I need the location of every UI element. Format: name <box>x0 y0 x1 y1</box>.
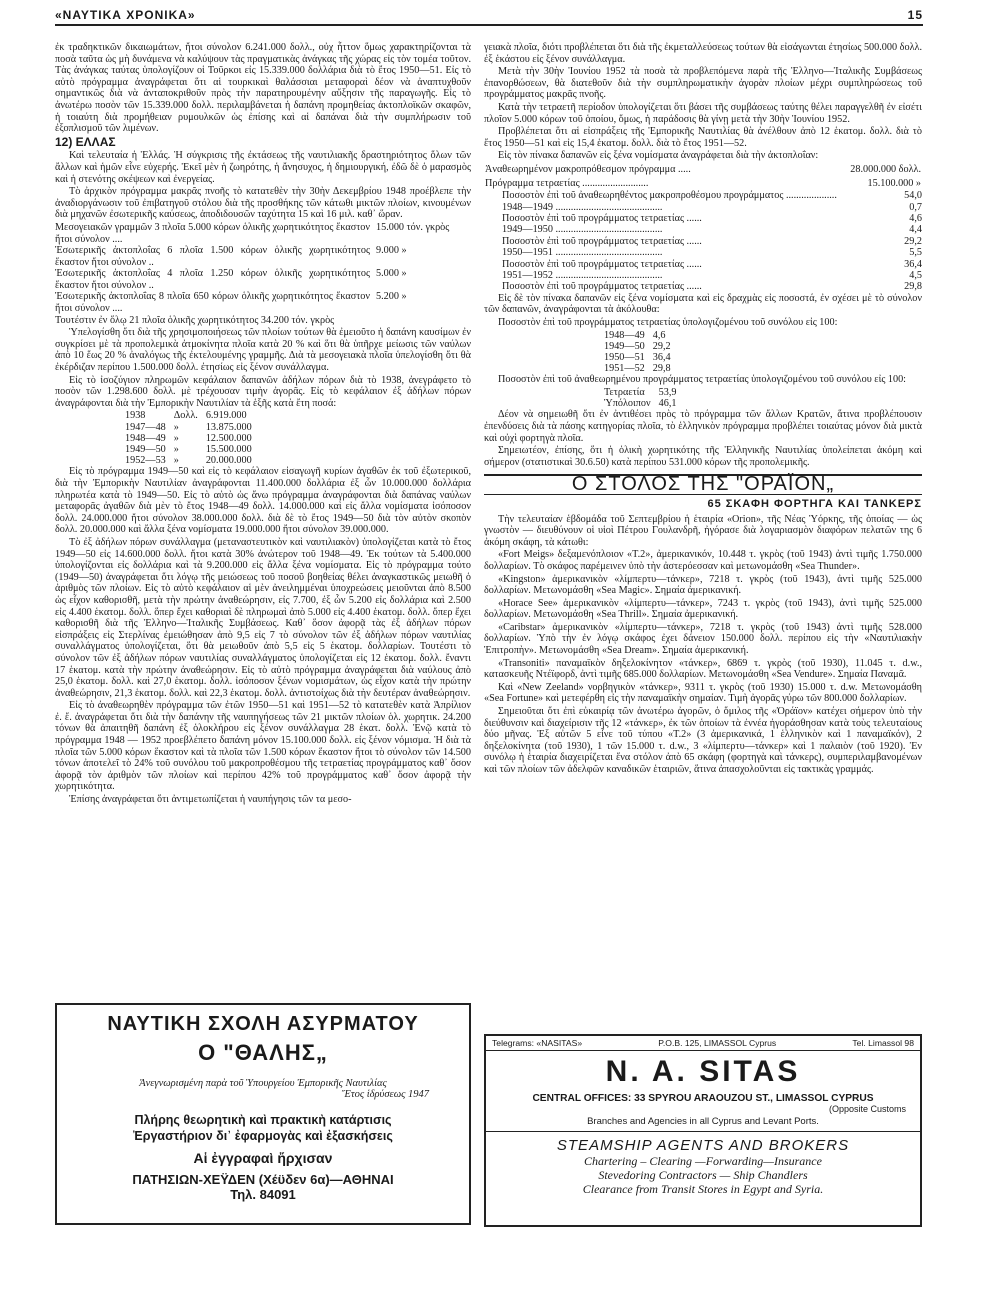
paragraph: «Caribstar» ἀμερικανικὸν «λίμπερτυ—τάνκερ», 7218 τ. γκρὸς (τοῦ 1943) ἀντὶ τιμῆς 528.000 δολλαρίων. Ὑπὸ τὴν ἐν λόγῳ σκάφος ἐχει δάνειον 150.000 δολλ. περίπου εἰς τὴν «Ναυτιλιακὴν Ἐπιτροπὴν». Μετωνομάσθη «Sea Dream». Σημαία ἀμερικανική. <box>484 621 922 657</box>
ad-tel: Tel. Limassol 98 <box>852 1038 914 1048</box>
paragraph: Τὴν τελευταίαν ἑβδομάδα τοῦ Σεπτεμβρίου ἡ ἑταιρία «Orion», τῆς Νέας Ὑόρκης, τῆς ὁποίας — ὡς γνωστὸν — διευθύνουν οἱ υἱοὶ Πέτρου Γουλανδρῆ, ἠγόρασε διὰ λογαριασμὸν διαφόρων πελατῶν της 6 ἀκόμη σκάφη, τὰ κάτωθι: <box>484 513 922 548</box>
unit-cell: » <box>173 444 179 456</box>
budget-label: Ἀναθεωρημένον μακροπρόθεσμον πρόγραμμα ..... <box>485 163 691 175</box>
ships-table <box>55 222 471 315</box>
ad-service-line: Stevedoring Contractors — Ship Chandlers <box>598 1168 808 1182</box>
table-row <box>604 341 679 352</box>
label-cell: Ὑπόλοιπον <box>604 398 651 410</box>
paragraph: Ὑπελογίσθη ὅτι διὰ τῆς χρησιμοποιήσεως τῶν πλοίων τούτων θὰ ἐμειοῦτο ἡ δαπάνη καυσίμων ἐν συγκρίσει μὲ τὰ προπολεμικὰ ἀτμοκίνητα πλοῖα κατὰ 20 % καὶ ὅτι θὰ ὑπῆρχε μείωσις τῶν ναύλων ἀπὸ 10 ἕως 20 % ἀναλόγως τῆς ἐκτελουμένης γραμμῆς. Διὰ τὰ μεσογειακὰ πλοῖα ὑπελογίσθη ὅτι θὰ ἐκέρδιζαν περίπου 1.500.000 δολλ. ἐτησίως εἰς ξένον συνάλλαγμα. <box>55 327 471 374</box>
ad-lab: Ἐργαστήριον δι᾽ ἐφαρμογὰς καὶ ἐξασκήσεις <box>133 1129 393 1143</box>
pct-value: 36,4 <box>904 258 922 270</box>
unit-cell: » <box>173 432 179 444</box>
year-cell: 1949—50 <box>604 340 645 352</box>
article-subtitle: 65 ΣΚΑΦΗ ΦΟΡΤΗΓΑ ΚΑΙ ΤΑΝΚΕΡΣ <box>707 497 922 510</box>
paragraph: Τὸ ἀρχικὸν πρόγραμμα μακρᾶς πνοῆς τὸ κατατεθὲν τὴν 30ὴν Δεκεμβρίου 1948 προέβλεπε τὴν ἀναδιοργάνωσιν τοῦ ἐπιβατηγοῦ στόλου διὰ τῆς προσθήκης τῶν κάτωθι μικτῶν πλοίων, κινουμένων διὰ μηχανῶν ἐσωτερικῆς καύσεως, ἀποδιδουσῶν ταχύτητα 15 καὶ 16 μιλ. καθ᾽ ὥραν. <box>55 186 471 221</box>
years-table <box>125 410 260 466</box>
value-cell: 29,8 <box>652 363 671 375</box>
pct-label: Ποσοστὸν ἐπὶ τοῦ προγράμματος τετραετίας ...... <box>502 235 702 247</box>
paragraph: «Horace See» ἀμερικανικὸν «λίμπερτυ—τάνκερ», 7243 τ. γκρὸς (τοῦ 1943), ἀντὶ τιμῆς 525.000 δολλαρίων. Μετωνομάσθη «Sea Thrill». Σημαία ἀμερικανική. <box>484 597 922 621</box>
pct-label: Ποσοστὸν ἐπὶ τοῦ προγράμματος τετραετίας ...... <box>502 281 702 293</box>
year-cell: 1952—53 <box>125 455 166 467</box>
value-cell: 6.919.000 <box>205 410 247 422</box>
unit-cell: Δολλ. <box>173 410 198 422</box>
ad-branches: Branches and Agencies in all Cyprus and Levant Ports. <box>486 1116 920 1132</box>
paragraph: ἐκ τραδηκτικῶν δικαιωμάτων, ἤτοι σύνολον 6.241.000 δολλ., οὐχ ἦττον ὅμως χαρακτηρίζονται τὰ ποσὰ ταῦτα ὡς μὴ δυνάμενα νὰ καλύψουν τὰς πραγματικὰς ἀνάγκας τῆς χώρας εἰς τὸν τομέα τοῦτον. Τὰς ἀνάγκας ταύτας ὑπολογίζουν οἱ Τοῦρκοι εἰς 15.339.000 δολλάρια διὰ τὸ ἔτος 1950—51. Εἰς τὸ αὐτὸ πρόγραμμα ἀναγράφεται ὅτι αἱ τουρκικαὶ θαλάσσιαι μεταφοραὶ δέον νὰ ἀναπτυχθοῦν σημαντικῶς διὰ νὰ ἀνταποκριθοῦν πρὸς τὴν παρατηρουμένην αὔξησιν τῆς παραγωγῆς. Εἰς τὸ ἀνωτέρω ποσὸν τῶν 15.339.000 δολλ. περιλαμβάνεται ἡ δαπάνη προμηθείας ἀκτοπλοϊκῶν σκαφῶν, ἡ τοιαύτη διὰ προμήθειαν ρυμουλκῶν ὡς ἐπίσης καὶ αἱ δαπάναι διὰ τὴν συμπλήρωσιν τοῦ ἐξοπλισμοῦ τῶν λιμένων. <box>55 42 471 135</box>
table-row <box>604 398 684 409</box>
pct-label: 1949—1950 .......................................... <box>502 224 663 236</box>
pct-label: 1951—1952 .......................................... <box>502 269 663 281</box>
paragraph: Δέον νὰ σημειωθῆ ὅτι ἐν ἀντιθέσει πρὸς τὸ πρόγραμμα τῶν ἄλλων Κρατῶν, ἅτινα προβλέπουσιν ἐπενδύσεις διὰ τὰ πάσης κατηγορίας πλοῖα, τὸ ἑλληνικὸν πρόγραμμα προβλέπει τοιαύτας μόνον διὰ μικτὰ καὶ οὐχὶ φορτηγὰ πλοῖα. <box>484 409 922 444</box>
paragraph: Σημειοῦται ὅτι ἐπὶ εὐκαιρίᾳ τῶν ἀνωτέρω ἀγορῶν, ὁ ὅμιλος τῆς «Ὀράϊον» κατέχει σήμερον ὑπὸ τὴν διεύθυνσιν καὶ διαχείρισιν τῆς 12 «τάνκερ», ἐκ τῶν ὁποίων τὰ ἐννέα ἠγοράσθησαν κατὰ τοὺς τελευταίους δύο μῆνας. Ἐξ αὐτῶν 5 εἶνε τοῦ τύπου «T.2» (3 ἀμερικανικά, 1 ἑλληνικὸν καὶ 1 παναμαϊκόν), 2 δηξελοκίνητα (τοῦ 1930), 1 τῶν 15.000 τ. d.w., 3 «λίμπερτυ—τάνκερ» καὶ 1 παλαιὸν (τοῦ 1920). Ἐν συνόλῳ ἡ ἑταιρία διαχειρίζεται ἕνα στόλον ἀπὸ 65 σκάφη (φορτηγὰ καὶ τάνκερς), συμπεριλαμβανομένων καὶ τῶν πλοίων τῶν ἀδελφῶν καναδικῶν ἑταιριῶν, ἅτινα ἀπασχολοῦνται εἰς τακτικὰς γραμμάς. <box>484 706 922 775</box>
page-number: 15 <box>902 8 923 22</box>
revision-table <box>604 387 684 409</box>
ad-contact-bar <box>486 1036 920 1051</box>
table-row <box>502 213 922 224</box>
paragraph: Καὶ τελευταία ἡ Ἑλλάς. Ἡ σύγκρισις τῆς ἐκτάσεως τῆς ναυτιλιακῆς δραστηριότητος ὅλων τῶν ἄλλων καὶ ἡμῶν εἶνε εὐχερής. Ἐκεῖ μὲν ἡ ζωηρότης, ἡ ἄνησυχος, ἡ δημιουργική, ἐδῶ δὲ ὁ μαρασμὸς καὶ ἡ στενότης σκέψεων καὶ ἐνεργείας. <box>55 150 471 185</box>
paragraph: «Kingston» ἀμερικανικὸν «λίμπερτυ—τάνκερ», 7218 τ. γκρὸς (τοῦ 1943), ἀντὶ τιμῆς 525.000 δολλαρίων. Μετωνομάσθη «Sea Magic». Σημαία ἀμερικανική. <box>484 573 922 597</box>
paragraph: «Fort Meigs» δεξαμενόπλοιον «T.2», ἀμερικανικόν, 10.448 τ. γκρὸς (τοῦ 1943) ἀντὶ τιμῆς 1.750.000 δολλαρίων. Τὸ σκάφος παρέμεινεν ὑπὸ τὴν ἀστερόεσσαν καὶ μετωνομάσθη «Sea Thunder». <box>484 549 922 572</box>
ad-offices: CENTRAL OFFICES: 33 SPYROU ARAOUZOU ST., LIMASSOL CYPRUS <box>532 1093 874 1104</box>
ship-value: 9.000 » <box>376 245 407 257</box>
paragraph: Κατὰ τὴν τετραετῆ περίοδον ὑπολογίζεται ὅτι βάσει τῆς συμβάσεως ταύτης θέλει παραγγελθῆ ἐν εἰσέτι πλοῖον 5.000 κόρων τοῦ ὁποίου, ὅμως, ἡ παράδοσις θὰ γίνῃ μετὰ τὴν 30ὴν Ἰουνίου 1952. <box>484 101 922 125</box>
table-row <box>502 259 922 270</box>
pct-value: 0,7 <box>909 201 922 213</box>
table-row <box>125 433 260 444</box>
year-cell: 1951—52 <box>604 363 645 375</box>
ad-school-name: ΝΑΥΤΙΚΗ ΣΧΟΛΗ ΑΣΥΡΜΑΤΟΥ <box>107 1013 419 1035</box>
table-row <box>125 444 260 455</box>
table-row <box>55 291 471 314</box>
budget-value: 28.000.000 δολλ. <box>850 163 921 175</box>
section-heading: 12) ΕΛΛΑΣ <box>55 134 116 149</box>
article-title: Ο ΣΤΟΛΟΣ ΤΗΣ "ΟΡΑΪΟΝ„ <box>484 474 922 495</box>
ad-enrollment: Αἱ ἐγγραφαὶ ἤρχισαν <box>193 1150 333 1166</box>
pct-value: 4,4 <box>909 224 922 236</box>
pct-label: Ποσοστὸν ἐπὶ τοῦ προγράμματος τετραετίας ...... <box>502 258 702 270</box>
ship-desc: Ἐσωτερικῆς ἀκτοπλοΐας 8 πλοῖα 650 κόρων ὁλικῆς χωρητικότητος ἕκαστον ἤτοι σύνολον .... <box>55 291 370 315</box>
unit-cell: » <box>173 455 179 467</box>
table-row <box>125 422 260 433</box>
school-advertisement <box>55 1003 471 1225</box>
year-cell: 1948—49 <box>125 432 166 444</box>
table-row <box>484 177 922 191</box>
pct-value: 54,0 <box>904 190 922 202</box>
year-cell: 1949—50 <box>125 444 166 456</box>
table-row <box>484 163 922 177</box>
table-row <box>604 387 684 398</box>
ad-phone: Τηλ. 84091 <box>230 1187 296 1202</box>
ad-address: ΠΑΤΗΣΙΩΝ-ΧΕΫΔΕΝ (Χέϋδεν 6α)—ΑΘΗΝΑΙ <box>132 1172 394 1187</box>
budget-table <box>484 163 922 190</box>
ship-value: 5.000 » <box>376 268 407 280</box>
paragraph: Ποσοστὸν ἐπὶ τοῦ ἀναθεωρημένου προγράμματος τετραετίας ὑπολογιζομένου τοῦ συνόλου εἰς 100: <box>498 374 907 386</box>
ad-recognition: Ἀνεγνωρισμένη παρὰ τοῦ Ὑπουργείου Ἐμπορικῆς Ναυτιλίας <box>139 1078 387 1089</box>
total-line: Τουτέστιν ἐν ὅλῳ 21 πλοῖα ὁλικῆς χωρητικότητος 34.200 τόν. γκρὸς <box>55 314 335 326</box>
page-header <box>55 8 923 26</box>
ad-school-title: Ο "ΘΑΛΗΣ„ <box>198 1040 328 1065</box>
paragraph: Εἰς τὸν πίνακα δαπανῶν εἰς ξένα νομίσματα ἀναγράφεται διὰ τὴν ἀκτοπλοΐαν: <box>498 150 819 162</box>
table-row <box>125 410 260 421</box>
pct-label: Ποσοστὸν ἐπὶ τοῦ προγράμματος τετραετίας ...... <box>502 212 702 224</box>
table-row <box>502 270 922 281</box>
ship-value: 15.000 τόν. γκρὸς <box>376 221 450 233</box>
ad-telegrams: Telegrams: «NASITAS» <box>492 1038 583 1048</box>
pct-value: 29,2 <box>904 235 922 247</box>
pct-label: 1948—1949 .......................................... <box>502 201 663 213</box>
ad-service-line: Clearance from Transit Stores in Egypt and Syria. <box>582 1182 824 1196</box>
ship-value: 5.200 » <box>376 291 407 303</box>
ad-company-name: N. A. SITAS <box>605 1055 801 1088</box>
year-cell: 1950—51 <box>604 351 645 363</box>
paragraph: Καὶ «New Zeeland» νορβηγικὸν «τάνκερ», 9311 τ. γκρὸς (τοῦ 1930) 15.000 τ. d.w. Μετωνομάσθη «Sea Fortune» καὶ μετεφέρθη εἰς τὴν παναμαϊκὴν σημαίαν. Τιμὴ ἀγορᾶς γύρω τῶν 800.000 δολλαρίων. <box>484 681 922 705</box>
value-cell: 15.500.000 <box>205 444 252 456</box>
label-cell: Τετραετία <box>604 386 645 398</box>
table-row <box>502 202 922 213</box>
ad-pob: P.O.B. 125, LIMASSOL Cyprus <box>658 1038 777 1048</box>
ad-agents: STEAMSHIP AGENTS AND BROKERS <box>556 1137 850 1154</box>
value-cell: 29,2 <box>652 340 671 352</box>
table-row <box>55 222 471 245</box>
table-row <box>55 245 471 268</box>
paragraph: «Transoniti» παναμαϊκὸν δηξελοκίνητον «τάνκερ», 6869 τ. γκρὸς (τοῦ 1930), 11.045 τ. d.w., κατασκευῆς Ντέϊφορδ, ἀντὶ τιμῆς 685.000 δολλαρίων. Μετωνομάσθη «Sea Vendure». Σημαία Παναμᾶ. <box>484 657 922 681</box>
pct-value: 4,5 <box>909 269 922 281</box>
value-cell: 36,4 <box>652 351 671 363</box>
paragraph: Ποσοστὸν ἐπὶ τοῦ προγράμματος τετραετίας ὑπολογιζομένου τοῦ συνόλου εἰς 100: <box>498 316 838 328</box>
table-row <box>502 247 922 258</box>
pct-value: 4,6 <box>909 212 922 224</box>
year-cell: 1938 <box>125 410 146 422</box>
percent-table <box>502 190 922 293</box>
value-cell: 46,1 <box>658 398 677 410</box>
table-row <box>604 330 679 341</box>
table-row <box>55 268 471 291</box>
ship-desc: Ἐσωτερικῆς ἀκτοπλοΐας 6 πλοῖα 1.500 κόρων ὁλικῆς χωρητικότητος ἕκαστον ἤτοι σύνολον .. <box>55 245 370 268</box>
budget-label: Πρόγραμμα τετραετίας .......................... <box>485 177 649 189</box>
year-cell: 1948—49 <box>604 329 645 341</box>
paragraph: Τὸ ἐξ ἀδήλων πόρων συνάλλαγμα (μεταναστευτικὸν καὶ ναυτιλιακὸν) ὑπολογίζεται κατὰ τὸ ἔτος 1949—50 εἰς 14.600.000 δολλ. ἤτοι κατὰ 30% ἀνώτερον τοῦ 1948—49. Ἐκ τούτων τὰ 5.400.000 ὑπολογίζονται εἰς δολλάρια καὶ τὰ 9.200.000 εἰς ἄλλα ξένα νομίσματα. Εἰς τὸ πρόγραμμα τούτο (1949—50) ἀναγράφεται ὅτι λόγῳ τῆς μειώσεως τοῦ ποσοῦ βοηθείας θέλει ἀναγκαστικῶς μειωθῆ ὁ ἀριθμὸς τῶν πλοίων. Εἰς τὸ αὐτὸ κεφάλαιον αἱ μὲν ἀνειλημμέναι ὑποχρεώσεις μειοῦνται ἀπὸ 8.500 ὡς εἶχον καθορισθῆ, μετὰ τὴν πρώτην ἀναθεώρησιν, εἰς 7.700, ἐξ ὧν 5.200 εἰς δολλάρια καὶ 2.500 εἰς 4.400 ἑκατομ. δολλ. ὅπερ ἔχει καθοριαὶ δὲ πληρωμαὶ ἀπὸ 5.000 εἰς 4.400 ἑκατομ. δολλ. ὅπερ ἔχει καθορισθῆ διὰ τῆς Ἑλληνο—Ἰταλικῆς Συμβάσεως. Καθ᾽ ὅσον ἀφορᾷ τὰς ἐξ ἀδήλων πόρων εἰσπράξεις εἰς Στερλίνας ἐμειώθησαν ἀπὸ 9,5 εἰς 7 τὸ σύνολον τῶν ἐξ ἀδήλων πόρων ναυτιλίας συναλλάγματος ὑπολογίζεται, ὅτι θὰ μειωθοῦν ἀπὸ 5,5 εἰς 5 ἑκατομ. δολλαρίων. Τουτέστι τὸ σύνολον τῶν ἐξ ἀδήλων πόρων ναυτιλίας συναλλάγματος ὑπολογίζεται εἰς 12 ἑκατομ. δολλ. ἔναντι 17 ἑκατομ. κατὰ τὴν πρώτην ἀναθεώρησιν. Εἰς τὸ αὐτὸ πρόγραμμα ἀναγράφεται διὰ ναύλους ἀπὸ 25,0 ἑκατομ. δολλ. καὶ 27,0 ἑκατομ. δολλ. ἰσόποσον ξένων νομισμάτων, ὡς εἶχον κατὰ τὴν πρώτην ἀναθεώρησιν, 21,3 ἑκατομ. δολλ. καὶ 22,3 ἑκατομ. δολλ. ἀντιστοίχως διὰ τὴν δευτέραν ἀναθεώρησιν. <box>55 536 471 699</box>
header-title: «ΝΑΥΤΙΚΑ ΧΡΟΝΙΚΑ» <box>55 8 202 22</box>
year-cell: 1947—48 <box>125 421 166 433</box>
table-row <box>502 236 922 247</box>
paragraph: Ἐπίσης ἀναγράφεται ὅτι ἀντιμετωπίζεται ἡ ναυπήγησις τῶν τα μεσο- <box>69 794 352 806</box>
unit-cell: » <box>173 421 179 433</box>
value-cell: 20.000.000 <box>205 455 252 467</box>
paragraph: Σημειωτέον, ἐπίσης, ὅτι ἡ ὁλικὴ χωρητικότης τῆς Ἑλληνικῆς Ναυτιλίας ὑπολείπεται ἀκόμη καὶ σήμερον (στατιστικαὶ 30.6.50) κατὰ περίπου 531.000 κόρων τῆς προπολεμικῆς. <box>484 445 922 468</box>
table-row <box>502 190 922 201</box>
ship-desc: Ἐσωτερικῆς ἀκτοπλοΐας 4 πλοῖα 1.250 κόρων ὁλικῆς χωρητικότητος ἕκαστον ἤτοι σύνολον .. <box>55 268 370 291</box>
right-column <box>484 42 922 777</box>
pct-value: 5,5 <box>909 247 922 259</box>
paragraph: Εἰς τὸ ἰσοζύγιον πληρωμῶν κεφάλαιον δαπανῶν ἀδήλων πόρων διὰ τὸ 1938, ἀνεγράφετο τὸ ποσὸν τῶν 1.298.600 δολλ. μὲ τρέχουσαν τιμὴν ἀγορᾶς. Εἰς τὸ κεφάλαιον ἐξ ἀδήλων πόρων ἀναγράφονται διὰ τὴν Ἐμπορικὴν Ναυτιλίαν τὰ ἑξῆς κατὰ ἔτη ποσά: <box>55 374 471 409</box>
pct-label: Ποσοστὸν ἐπὶ τοῦ ἀναθεωρηθέντος μακροπροθέσμου προγράμματος .................... <box>502 190 837 202</box>
paragraph: Εἰς τὸ ἀναθεωρηθὲν πρόγραμμα τῶν ἐτῶν 1950—51 καὶ 1951—52 τὸ κατατεθὲν κατὰ Ἀπρίλιον ἐ. ἔ. ἀναγράφεται ὅτι διὰ τὴν δαπάνην τῆς ναυπηγήσεως τῶν 21 μικτῶν πλοίων ὁλ. χωρητικ. 24.200 τόνων θὰ ἀπαιτηθῆ δαπάνη ἐξ ὁλοκλήρου εἰς ξένον συνάλλαγμα 28 ἑκατ. δολλ. Ἐνῷ κατὰ τὸ πρόγραμμα 1948 — 1952 προεβλέπετο δαπάνη μόνον 15.100.000 δολλ. εἰς ξένον νόμισμα. Ἡ διὰ τὰ πλοῖα τῶν 5.000 κόρων ἕκαστον καὶ τὰ πλοῖα τῶν 1.500 κόρων ἕκαστον ἤτοι τὸ σύνολον τῶν 14.500 τόνων ἀποτελεῖ τὸ 24% τοῦ συνόλου τοῦ μακροπροθέσμου τῆς τετραετίας προγράμματος καθ᾽ ὅσον ἀφορᾷ τὸν ἀριθμὸν τῶν πλοίων καὶ περίπου 42% τοῦ προγράμματος καθ᾽ ὅσον ἀφορᾷ τὴν χωρητικότητα. <box>55 700 471 793</box>
budget-value: 15.100.000 » <box>867 177 921 189</box>
value-cell: 12.500.000 <box>205 432 252 444</box>
ship-desc: Μεσογειακῶν γραμμῶν 3 πλοῖα 5.000 κόρων ὁλικῆς χωρητικότητος ἕκαστον ἤτοι σύνολον .... <box>55 221 370 245</box>
table-row <box>502 224 922 235</box>
paragraph: γειακὰ πλοῖα, διότι προβλέπεται ὅτι διὰ τῆς ἐκμεταλλεύσεως τούτων θὰ εἰσάγωνται ἐτησίως 500.000 δολλ. ἐξ ἑκάστου εἰς ξένον συνάλλαγμα. <box>484 42 922 65</box>
ad-founded: Ἔτος ἱδρύσεως 1947 <box>341 1089 429 1100</box>
pct-value: 29,8 <box>904 281 922 293</box>
ad-training: Πλήρης θεωρητικὴ καὶ πρακτικὴ κατάρτισις <box>134 1113 392 1127</box>
value-cell: 4,6 <box>652 329 666 341</box>
pct-label: 1950—1951 .......................................... <box>502 247 663 259</box>
table-row <box>125 455 260 466</box>
paragraph: Προβλέπεται ὅτι αἱ εἰσπράξεις τῆς Ἐμπορικῆς Ναυτιλίας θὰ ἀνέλθουν ἀπὸ 12 ἑκατομ. δολλ. διὰ τὸ ἔτος 1950—51 καὶ εἰς 15,4 ἑκατομ. δολλ. διὰ τὸ ἔτος 1951—52. <box>484 126 922 149</box>
table-row <box>502 281 922 292</box>
paragraph: Εἰς τὸ πρόγραμμα 1949—50 καὶ εἰς τὸ κεφάλαιον εἰσαγωγῆ κυρίων ἀγαθῶν ἐκ τοῦ ἐξωτερικοῦ, διὰ τὴν Ἐμπορικὴν Ναυτιλίαν ἀναγράφονται 11.400.000 δολλάρια ἐξ ὧν 10.000.000 δολλάρια πληρωτέα κατὰ τὸ 1949—50. Εἰς τὸ αὐτὸ ὡς ἄνω πρόγραμμα ἀναγράφονται διὰ δαπάνας ναύλων μεταφορᾶς ἀγαθῶν διὰ μὲν τὸ ἔτος 1948—49 δολλ. 14.000.000 καὶ εἰς ἄλλα νομίσματα ἰσόποσον δολλ. 24.000.000 ἤτοι σύνολον 38.000.000 δολλ. διὰ δὲ τὸ ἔτος 1949—50 διὰ τὸν αὐτὸν σκοπὸν δολλ. 20.000.000 καὶ ἄλλα ξένα νομίσματα 19.000.000 ἤτοι σύνολον 39.000.000. <box>55 466 471 536</box>
ad-opposite: (Opposite Customs <box>828 1104 906 1114</box>
paragraph: Μετὰ τὴν 30ὴν Ἰουνίου 1952 τὰ ποσὰ τὰ προβλεπόμενα παρὰ τῆς Ἑλληνο—Ἰταλικῆς Συμβάσεως ἐπανορθώσεων, θὰ διατεθοῦν διὰ τὴν συμπληρωματικὴν ἀγορὰν πλοίων μέχρι συμπληρώσεως τοῦ προγράμματος μακρᾶς πνοῆς. <box>484 66 922 101</box>
left-column <box>55 42 471 807</box>
value-cell: 53,9 <box>658 386 677 398</box>
value-cell: 13.875.000 <box>205 421 252 433</box>
ad-service-line: Chartering – Clearing —Forwarding—Insurance <box>584 1154 822 1168</box>
year-percent-table <box>604 330 679 375</box>
paragraph: Εἰς δὲ τὸν πίνακα δαπανῶν εἰς ξένα νομίσματα καὶ εἰς δραχμὰς εἰς ποσοστά, ἐν σχέσει μὲ τὸ σύνολον τῶν δαπανῶν, ἀναγράφονται τὰ ἀκόλουθα: <box>484 292 922 316</box>
sitas-advertisement <box>484 1034 922 1227</box>
table-row <box>604 352 679 363</box>
table-row <box>604 363 679 374</box>
